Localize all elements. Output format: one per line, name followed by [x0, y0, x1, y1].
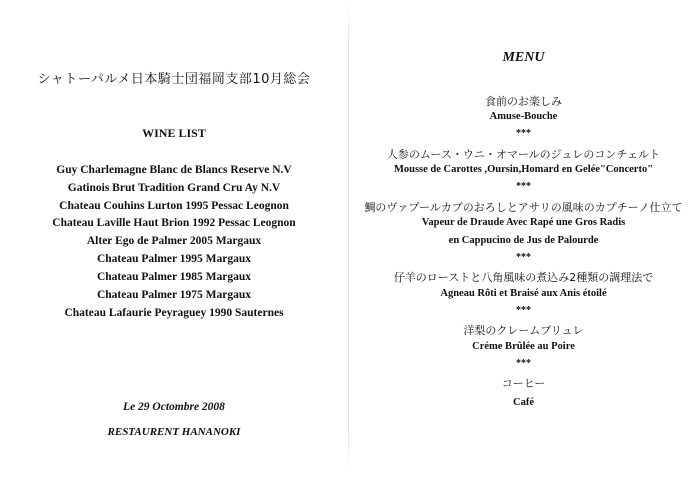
- course-japanese: 人参のムース・ウニ・オマールのジュレのコンチェルト: [386, 148, 661, 161]
- right-page: [349, 0, 698, 478]
- wine-item: Chateau Couhins Lurton 1995 Pessac Leognon: [59, 200, 289, 212]
- course-japanese: コーヒー: [501, 377, 546, 390]
- wine-item: Chateau Palmer 1985 Margaux: [96, 271, 252, 283]
- restaurant-name: RESTAURENT HANANOKI: [107, 426, 241, 438]
- wine-list-heading: WINE LIST: [142, 126, 206, 140]
- menu-heading: MENU: [502, 50, 545, 65]
- event-title: シャトーパルメ日本騎士団福岡支部10月総会: [37, 72, 311, 87]
- course-separator: ***: [516, 128, 531, 139]
- wine-item: Chateau Laville Haut Brion 1992 Pessac Leognon: [52, 217, 296, 229]
- course-french: Vapeur de Draude Avec Rapé une Gros Radis: [421, 217, 626, 228]
- course-separator: ***: [516, 305, 531, 316]
- course-french: Agneau Rôti et Braisé aux Anis étoilé: [440, 288, 607, 299]
- course-french: Amuse-Bouche: [489, 111, 558, 122]
- wine-item: Chateau Palmer 1995 Margaux: [96, 253, 252, 265]
- wine-item: Chateau Palmer 1975 Margaux: [96, 289, 252, 301]
- wine-item: Chateau Lafaurie Peyraguey 1990 Sauternes: [64, 307, 284, 319]
- course-separator: ***: [516, 252, 531, 263]
- course-french: Café: [513, 397, 534, 408]
- course-japanese: 仔羊のローストと八角風味の煮込み2種類の調理法で: [393, 271, 654, 284]
- course-french: en Cappucino de Jus de Palourde: [448, 235, 599, 246]
- course-separator: ***: [516, 358, 531, 369]
- course-japanese: 食前のお楽しみ: [485, 95, 562, 108]
- course-japanese: 洋梨のクレームブリュレ: [463, 324, 584, 337]
- course-french: Mousse de Carottes ,Oursin,Homard en Gelée"Concerto": [393, 164, 654, 175]
- left-page: [0, 0, 348, 478]
- event-date: Le 29 Octombre 2008: [123, 401, 225, 413]
- course-french: Créme Brûlée au Poire: [472, 341, 575, 352]
- wine-item: Guy Charlemagne Blanc de Blancs Reserve N.V: [56, 164, 292, 176]
- wine-item: Gatinois Brut Tradition Grand Cru Ay N.V: [67, 182, 281, 194]
- wine-item: Alter Ego de Palmer 2005 Margaux: [86, 235, 262, 247]
- course-japanese: 鯛のヴァプールカブのおろしとアサリの風味のカプチーノ仕立て: [364, 201, 683, 214]
- course-separator: ***: [516, 181, 531, 192]
